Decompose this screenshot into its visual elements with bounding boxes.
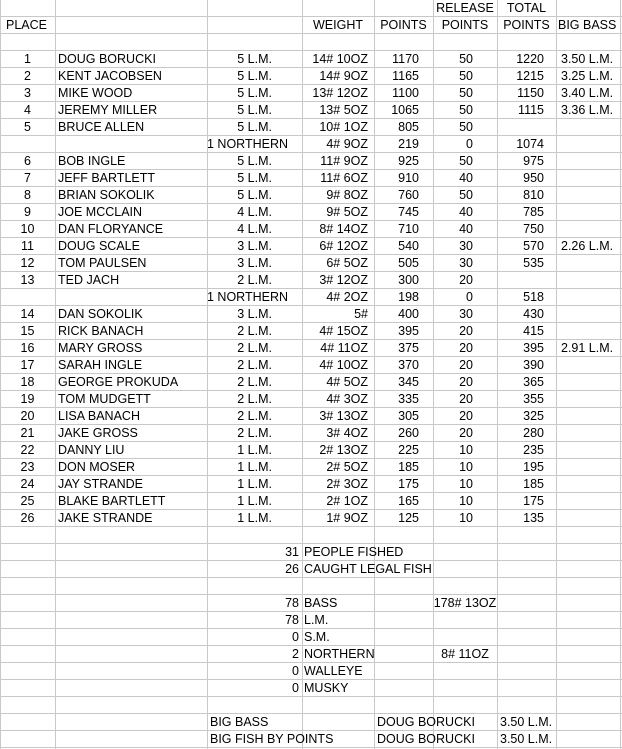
weight-cell: 13# 12OZ: [312, 86, 368, 100]
summary-count: 31: [285, 545, 299, 559]
release-points-cell: 20: [459, 358, 473, 372]
angler-name-cell: JAY STRANDE: [58, 477, 143, 491]
release-points-cell: 10: [459, 477, 473, 491]
angler-name-cell: MIKE WOOD: [58, 86, 133, 100]
total-points-cell: 415: [523, 324, 544, 338]
fish-count-cell: 1 L.M.: [237, 494, 272, 508]
points-cell: 260: [398, 426, 419, 440]
summary-label: BASS: [304, 596, 338, 610]
big-bass-cell: [561, 323, 621, 340]
angler-name-cell: RICK BANACH: [58, 324, 144, 338]
summary-count: 2: [292, 647, 299, 661]
fish-count-cell: 5 L.M.: [237, 52, 272, 66]
summary-weight: [433, 663, 497, 680]
release-points-cell: 50: [459, 86, 473, 100]
big-bass-cell: [561, 425, 621, 442]
big-bass-cell: 3.40 L.M.: [561, 86, 614, 100]
summary-weight: [433, 561, 497, 578]
place-cell: 8: [24, 188, 31, 202]
summary-count: 78: [285, 613, 299, 627]
fish-count-cell: 1 L.M.: [237, 477, 272, 491]
release-points-cell: 40: [459, 171, 473, 185]
big-bass-cell: 3.50 L.M.: [561, 52, 614, 66]
release-points-cell: 20: [459, 392, 473, 406]
angler-name-cell: SARAH INGLE: [58, 358, 143, 372]
place-cell: 19: [20, 392, 35, 406]
place-cell: 17: [20, 358, 35, 372]
angler-name-cell: DOUG SCALE: [58, 239, 140, 253]
big-bass-cell: [561, 459, 621, 476]
place-cell: [0, 136, 55, 153]
place-cell: 2: [24, 69, 31, 83]
weight-cell: 1# 9OZ: [326, 511, 368, 525]
summary-label: WALLEYE: [304, 664, 363, 678]
fish-count-cell: 2 L.M.: [237, 273, 272, 287]
big-bass-cell: [561, 255, 621, 272]
points-cell: 305: [398, 409, 419, 423]
place-cell: 4: [24, 103, 31, 117]
fish-count-cell: 2 L.M.: [237, 409, 272, 423]
total-points-cell: 185: [523, 477, 544, 491]
angler-name-cell: BOB INGLE: [58, 154, 126, 168]
header-points: POINTS: [380, 18, 427, 32]
total-points-cell: 750: [523, 222, 544, 236]
place-cell: 26: [20, 511, 35, 525]
place-cell: 15: [20, 324, 35, 338]
points-cell: 370: [398, 358, 419, 372]
big-bass-cell: [561, 187, 621, 204]
points-cell: 1065: [391, 103, 419, 117]
angler-name-cell: TED JACH: [58, 273, 120, 287]
weight-cell: 2# 1OZ: [326, 494, 368, 508]
summary-label: S.M.: [304, 630, 330, 644]
angler-name-cell: TOM PAULSEN: [58, 256, 147, 270]
release-points-cell: 50: [459, 69, 473, 83]
release-points-cell: 50: [459, 154, 473, 168]
release-points-cell: 10: [459, 494, 473, 508]
fish-count-cell: 1 NORTHERN: [207, 137, 289, 151]
summary-label: PEOPLE FISHED: [304, 545, 404, 559]
release-points-cell: 50: [459, 188, 473, 202]
big-bass-cell: [561, 153, 621, 170]
big-bass-cell: [561, 119, 621, 136]
total-points-cell: 950: [523, 171, 544, 185]
big-bass-cell: [561, 289, 621, 306]
award-label: BIG BASS: [210, 715, 269, 729]
weight-cell: 11# 6OZ: [320, 171, 368, 185]
release-points-cell: 50: [459, 120, 473, 134]
points-cell: 805: [398, 120, 419, 134]
angler-name-cell: DAN SOKOLIK: [58, 307, 143, 321]
total-points-cell: [497, 272, 544, 289]
big-bass-cell: [561, 204, 621, 221]
release-points-cell: 20: [459, 426, 473, 440]
points-cell: 395: [398, 324, 419, 338]
place-cell: 23: [20, 460, 35, 474]
place-cell: 20: [20, 409, 35, 423]
angler-name-cell: JEFF BARTLETT: [58, 171, 156, 185]
weight-cell: 14# 10OZ: [312, 52, 368, 66]
weight-cell: 10# 1OZ: [319, 120, 368, 134]
fish-count-cell: 3 L.M.: [237, 256, 272, 270]
points-cell: 165: [398, 494, 419, 508]
place-cell: 11: [21, 239, 34, 253]
points-cell: 1100: [392, 86, 419, 100]
release-points-cell: 20: [459, 409, 473, 423]
weight-cell: 4# 5OZ: [326, 375, 368, 389]
place-cell: 24: [20, 477, 35, 491]
summary-count: 0: [292, 681, 299, 695]
total-points-cell: 280: [523, 426, 544, 440]
place-cell: 3: [24, 86, 31, 100]
points-cell: 300: [398, 273, 419, 287]
release-points-cell: 50: [459, 52, 473, 66]
weight-cell: 2# 5OZ: [326, 460, 368, 474]
award-label: BIG FISH BY POINTS: [210, 732, 334, 746]
header-total-line1: TOTAL: [506, 1, 547, 15]
big-bass-cell: [561, 442, 621, 459]
big-bass-cell: 3.36 L.M.: [561, 103, 614, 117]
weight-cell: 3# 12OZ: [319, 273, 368, 287]
total-points-cell: 365: [523, 375, 544, 389]
release-points-cell: 20: [459, 324, 473, 338]
summary-weight: 8# 11OZ: [441, 647, 489, 661]
fish-count-cell: 2 L.M.: [237, 426, 272, 440]
points-cell: 198: [398, 290, 419, 304]
place-cell: 12: [20, 256, 35, 270]
total-points-cell: [497, 119, 544, 136]
weight-cell: 3# 13OZ: [319, 409, 368, 423]
total-points-cell: 175: [523, 494, 544, 508]
total-points-cell: 518: [523, 290, 544, 304]
points-cell: 745: [398, 205, 419, 219]
big-bass-cell: [561, 408, 621, 425]
angler-name-cell: BLAKE BARTLETT: [58, 494, 166, 508]
summary-label: CAUGHT LEGAL FISH: [304, 562, 432, 576]
fish-count-cell: 5 L.M.: [237, 154, 272, 168]
points-cell: 219: [398, 137, 419, 151]
total-points-cell: 1150: [517, 86, 544, 100]
award-winner: DOUG BORUCKI: [377, 732, 475, 746]
fish-count-cell: 3 L.M.: [237, 307, 272, 321]
total-points-cell: 1074: [516, 137, 544, 151]
big-bass-cell: [561, 306, 621, 323]
fish-count-cell: 5 L.M.: [237, 86, 272, 100]
summary-label: [304, 578, 432, 595]
summary-weight: [433, 578, 497, 595]
big-bass-cell: [561, 493, 621, 510]
place-cell: 6: [24, 154, 31, 168]
fish-count-cell: 3 L.M.: [237, 239, 272, 253]
weight-cell: 2# 13OZ: [319, 443, 368, 457]
summary-weight: [433, 612, 497, 629]
weight-cell: 4# 2OZ: [326, 290, 368, 304]
weight-cell: 9# 8OZ: [326, 188, 368, 202]
points-cell: 540: [398, 239, 419, 253]
summary-weight: [433, 629, 497, 646]
award-winner: DOUG BORUCKI: [377, 715, 475, 729]
points-cell: 335: [398, 392, 419, 406]
fish-count-cell: 4 L.M.: [237, 222, 272, 236]
summary-count: 0: [292, 664, 299, 678]
weight-cell: 4# 11OZ: [320, 341, 368, 355]
release-points-cell: 20: [459, 375, 473, 389]
total-points-cell: 395: [523, 341, 544, 355]
angler-name-cell: LISA BANACH: [58, 409, 140, 423]
place-cell: [0, 289, 55, 306]
total-points-cell: 810: [523, 188, 544, 202]
total-points-cell: 975: [523, 154, 544, 168]
release-points-cell: 10: [459, 511, 473, 525]
place-cell: 10: [20, 222, 35, 236]
weight-cell: 6# 12OZ: [319, 239, 368, 253]
summary-count: [207, 578, 299, 595]
weight-cell: 3# 4OZ: [326, 426, 368, 440]
angler-name-cell: DOUG BORUCKI: [58, 52, 156, 66]
angler-name-cell: JEREMY MILLER: [58, 103, 158, 117]
angler-name-cell: DON MOSER: [58, 460, 136, 474]
weight-cell: 5#: [354, 307, 368, 321]
place-cell: 22: [20, 443, 35, 457]
fish-count-cell: 2 L.M.: [237, 375, 272, 389]
place-cell: 14: [20, 307, 35, 321]
release-points-cell: 10: [459, 443, 473, 457]
angler-name-cell: DANNY LIU: [58, 443, 125, 457]
points-cell: 910: [398, 171, 419, 185]
place-cell: 16: [20, 341, 35, 355]
angler-name-cell: GEORGE PROKUDA: [58, 375, 179, 389]
big-bass-cell: [561, 272, 621, 289]
weight-cell: 4# 15OZ: [319, 324, 368, 338]
place-cell: 1: [24, 52, 31, 66]
total-points-cell: 1220: [516, 52, 544, 66]
points-cell: 185: [398, 460, 419, 474]
summary-weight: [433, 680, 497, 697]
release-points-cell: 40: [459, 205, 473, 219]
summary-count: 26: [285, 562, 299, 576]
fish-count-cell: 2 L.M.: [237, 324, 272, 338]
total-points-cell: 1115: [518, 103, 544, 117]
weight-cell: 2# 3OZ: [326, 477, 368, 491]
points-cell: 760: [398, 188, 419, 202]
total-points-cell: 1215: [516, 69, 544, 83]
total-points-cell: 390: [523, 358, 544, 372]
fish-count-cell: 5 L.M.: [237, 188, 272, 202]
angler-name-cell: JAKE GROSS: [58, 426, 138, 440]
release-points-cell: 10: [459, 460, 473, 474]
total-points-cell: 785: [523, 205, 544, 219]
big-bass-cell: [561, 170, 621, 187]
total-points-cell: 535: [523, 256, 544, 270]
summary-weight: 178# 13OZ: [433, 596, 497, 610]
place-cell: 25: [20, 494, 35, 508]
release-points-cell: 0: [466, 290, 473, 304]
place-cell: 7: [24, 171, 31, 185]
fish-count-cell: 2 L.M.: [237, 341, 272, 355]
release-points-cell: 30: [459, 307, 473, 321]
summary-count: 78: [285, 596, 299, 610]
angler-name-cell: BRIAN SOKOLIK: [58, 188, 155, 202]
weight-cell: 6# 5OZ: [326, 256, 368, 270]
place-cell: 18: [20, 375, 35, 389]
points-cell: 1170: [392, 52, 419, 66]
summary-weight: [433, 544, 497, 561]
summary-label: L.M.: [304, 613, 329, 627]
weight-cell: 4# 10OZ: [319, 358, 368, 372]
total-points-cell: 430: [523, 307, 544, 321]
header-big-bass: BIG BASS: [558, 18, 617, 32]
angler-name-cell: [58, 136, 206, 153]
big-bass-cell: 2.26 L.M.: [561, 239, 614, 253]
fish-count-cell: 5 L.M.: [237, 120, 272, 134]
header-place: PLACE: [6, 18, 47, 32]
weight-cell: 4# 9OZ: [326, 137, 368, 151]
fish-count-cell: 5 L.M.: [237, 171, 272, 185]
big-bass-cell: [561, 136, 621, 153]
fish-count-cell: 2 L.M.: [237, 392, 272, 406]
summary-label: NORTHERN: [304, 647, 375, 661]
total-points-cell: 235: [523, 443, 544, 457]
place-cell: 13: [20, 273, 35, 287]
header-release-line1: RELEASE: [436, 1, 494, 15]
total-points-cell: 325: [523, 409, 544, 423]
summary-label: MUSKY: [304, 681, 349, 695]
points-cell: 710: [398, 222, 419, 236]
big-bass-cell: [561, 391, 621, 408]
total-points-cell: 195: [523, 460, 544, 474]
fish-count-cell: 2 L.M.: [237, 358, 272, 372]
release-points-cell: 30: [459, 256, 473, 270]
release-points-cell: 30: [459, 239, 473, 253]
fish-count-cell: 5 L.M.: [237, 69, 272, 83]
big-bass-cell: [561, 510, 621, 527]
big-bass-cell: [561, 221, 621, 238]
points-cell: 125: [398, 511, 419, 525]
angler-name-cell: TOM MUDGETT: [58, 392, 151, 406]
points-cell: 400: [398, 307, 419, 321]
release-points-cell: 0: [466, 137, 473, 151]
weight-cell: 8# 14OZ: [319, 222, 368, 236]
angler-name-cell: [58, 289, 206, 306]
big-bass-cell: 3.25 L.M.: [561, 69, 614, 83]
points-cell: 225: [398, 443, 419, 457]
place-cell: 5: [24, 120, 31, 134]
angler-name-cell: JOE MCCLAIN: [58, 205, 143, 219]
header-release-line2: POINTS: [441, 18, 489, 32]
fish-count-cell: 5 L.M.: [237, 103, 272, 117]
fish-count-cell: 1 L.M.: [237, 443, 272, 457]
total-points-cell: 570: [523, 239, 544, 253]
fish-count-cell: 4 L.M.: [237, 205, 272, 219]
summary-count: 0: [292, 630, 299, 644]
weight-cell: 13# 5OZ: [319, 103, 368, 117]
release-points-cell: 50: [459, 103, 473, 117]
release-points-cell: 40: [459, 222, 473, 236]
big-bass-cell: 2.91 L.M.: [561, 341, 614, 355]
award-value: 3.50 L.M.: [500, 732, 553, 746]
points-cell: 375: [398, 341, 419, 355]
release-points-cell: 20: [459, 273, 473, 287]
big-bass-cell: [561, 357, 621, 374]
total-points-cell: 355: [523, 392, 544, 406]
weight-cell: 14# 9OZ: [319, 69, 368, 83]
points-cell: 175: [398, 477, 419, 491]
fish-count-cell: 1 L.M.: [237, 511, 272, 525]
weight-cell: 4# 3OZ: [326, 392, 368, 406]
points-cell: 1165: [392, 69, 419, 83]
place-cell: 9: [24, 205, 31, 219]
points-cell: 345: [398, 375, 419, 389]
weight-cell: 11# 9OZ: [320, 154, 368, 168]
angler-name-cell: MARY GROSS: [58, 341, 143, 355]
angler-name-cell: KENT JACOBSEN: [58, 69, 162, 83]
angler-name-cell: JAKE STRANDE: [58, 511, 153, 525]
release-points-cell: 20: [459, 341, 473, 355]
big-bass-cell: [561, 374, 621, 391]
header-total-line2: POINTS: [503, 18, 550, 32]
award-value: 3.50 L.M.: [500, 715, 553, 729]
header-weight: WEIGHT: [313, 18, 363, 32]
total-points-cell: 135: [523, 511, 544, 525]
points-cell: 505: [398, 256, 419, 270]
big-bass-cell: [561, 476, 621, 493]
fish-count-cell: 1 L.M.: [237, 460, 272, 474]
angler-name-cell: BRUCE ALLEN: [58, 120, 145, 134]
weight-cell: 9# 5OZ: [326, 205, 368, 219]
angler-name-cell: DAN FLORYANCE: [58, 222, 164, 236]
fish-count-cell: 1 NORTHERN: [207, 290, 289, 304]
points-cell: 925: [398, 154, 419, 168]
place-cell: 21: [20, 426, 35, 440]
